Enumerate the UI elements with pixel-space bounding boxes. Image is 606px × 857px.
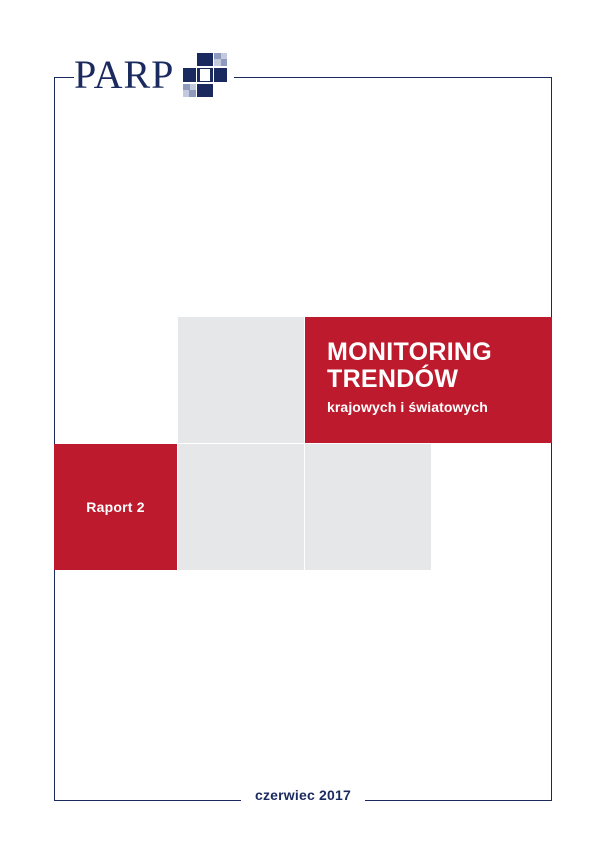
report-title [327,339,530,393]
decorative-grey-tile-middle [178,444,304,570]
report-number-tile [54,444,177,570]
parp-logo [74,44,234,106]
parp-cross-logo-icon [180,50,230,100]
report-title-line-1: MONITORING [327,338,493,366]
parp-logo-wordmark: PARP [74,52,175,97]
decorative-grey-tile-right [305,444,431,570]
report-number-label: Raport 2 [86,499,145,515]
publication-date: czerwiec 2017 [241,787,365,803]
decorative-grey-tile-top [178,317,304,443]
report-subtitle: krajowych i światowych [327,399,488,415]
title-banner [305,317,552,443]
report-title-line-2: TRENDÓW [327,365,459,393]
cover-footer-date [0,787,606,805]
